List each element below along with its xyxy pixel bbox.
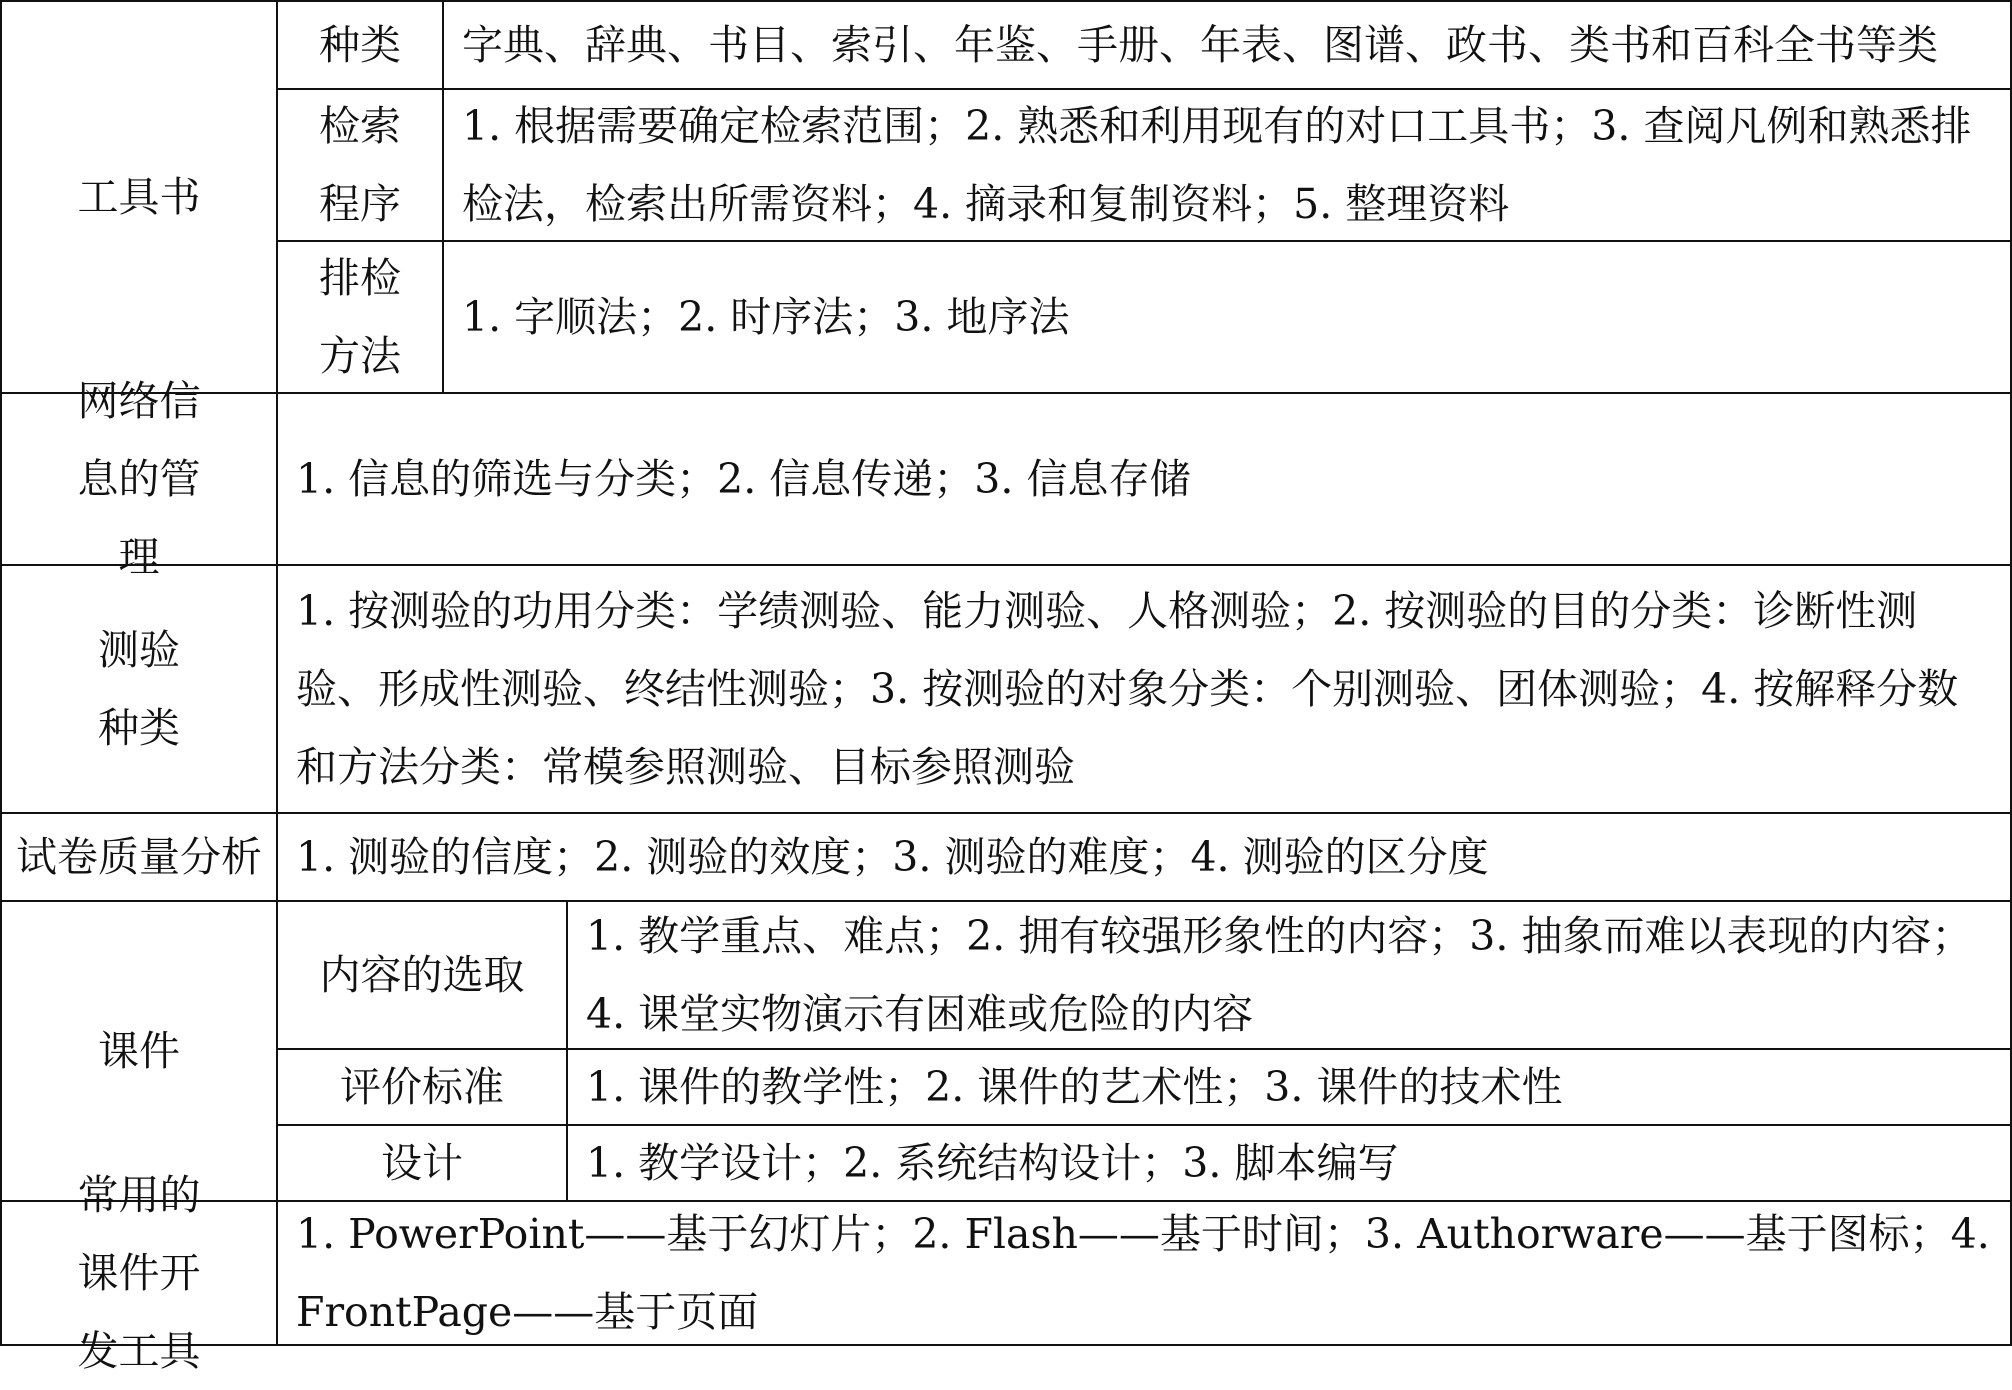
procedure-text: 1. 根据需要确定检索范围；2. 熟悉和利用现有的对口工具书；3. 查阅凡例和熟悉排检法，检索出所需资料；4. 摘录和复制资料；5. 整理资料: [442, 88, 2012, 240]
paper-quality-text: 1. 测验的信度；2. 测验的效度；3. 测验的难度；4. 测验的区分度: [276, 812, 2012, 900]
sub-label-procedure: 检索程序: [276, 88, 442, 240]
sub-label-design: 设计: [276, 1124, 566, 1200]
design-text: 1. 教学设计；2. 系统结构设计；3. 脚本编写: [566, 1124, 2012, 1200]
row-label-network: 网络信息的管理: [0, 392, 276, 564]
sub-label-kinds: 种类: [276, 0, 442, 88]
sub-label-methods: 排检方法: [276, 240, 442, 392]
network-text: 1. 信息的筛选与分类；2. 信息传递；3. 信息存储: [276, 392, 2012, 564]
methods-text: 1. 字顺法；2. 时序法；3. 地序法: [442, 240, 2012, 392]
kinds-text: 字典、辞典、书目、索引、年鉴、手册、年表、图谱、政书、类书和百科全书等类: [442, 0, 2012, 88]
sub-label-criteria: 评价标准: [276, 1048, 566, 1124]
row-label-gongjushu: 工具书: [0, 0, 276, 392]
row-label-tools: 常用的课件开发工具: [0, 1200, 276, 1346]
sub-label-content: 内容的选取: [276, 900, 566, 1048]
content-text: 1. 教学重点、难点；2. 拥有较强形象性的内容；3. 抽象而难以表现的内容； 4. 课堂实物演示有困难或危险的内容: [566, 900, 2012, 1048]
row-label-courseware: 课件: [0, 900, 276, 1200]
tools-text: 1. PowerPoint——基于幻灯片；2. Flash——基于时间；3. Authorware——基于图标；4. FrontPage——基于页面: [276, 1200, 2012, 1346]
criteria-text: 1. 课件的教学性；2. 课件的艺术性；3. 课件的技术性: [566, 1048, 2012, 1124]
test-types-text: 1. 按测验的功用分类：学绩测验、能力测验、人格测验；2. 按测验的目的分类：诊断性测验、形成性测验、终结性测验；3. 按测验的对象分类：个别测验、团体测验；4. 按解释分数和方法分类：常模参照测验、目标参照测验: [276, 564, 2012, 812]
row-label-paper-quality: 试卷质量分析: [0, 812, 276, 900]
row-label-test-types: 测验种类: [0, 564, 276, 812]
